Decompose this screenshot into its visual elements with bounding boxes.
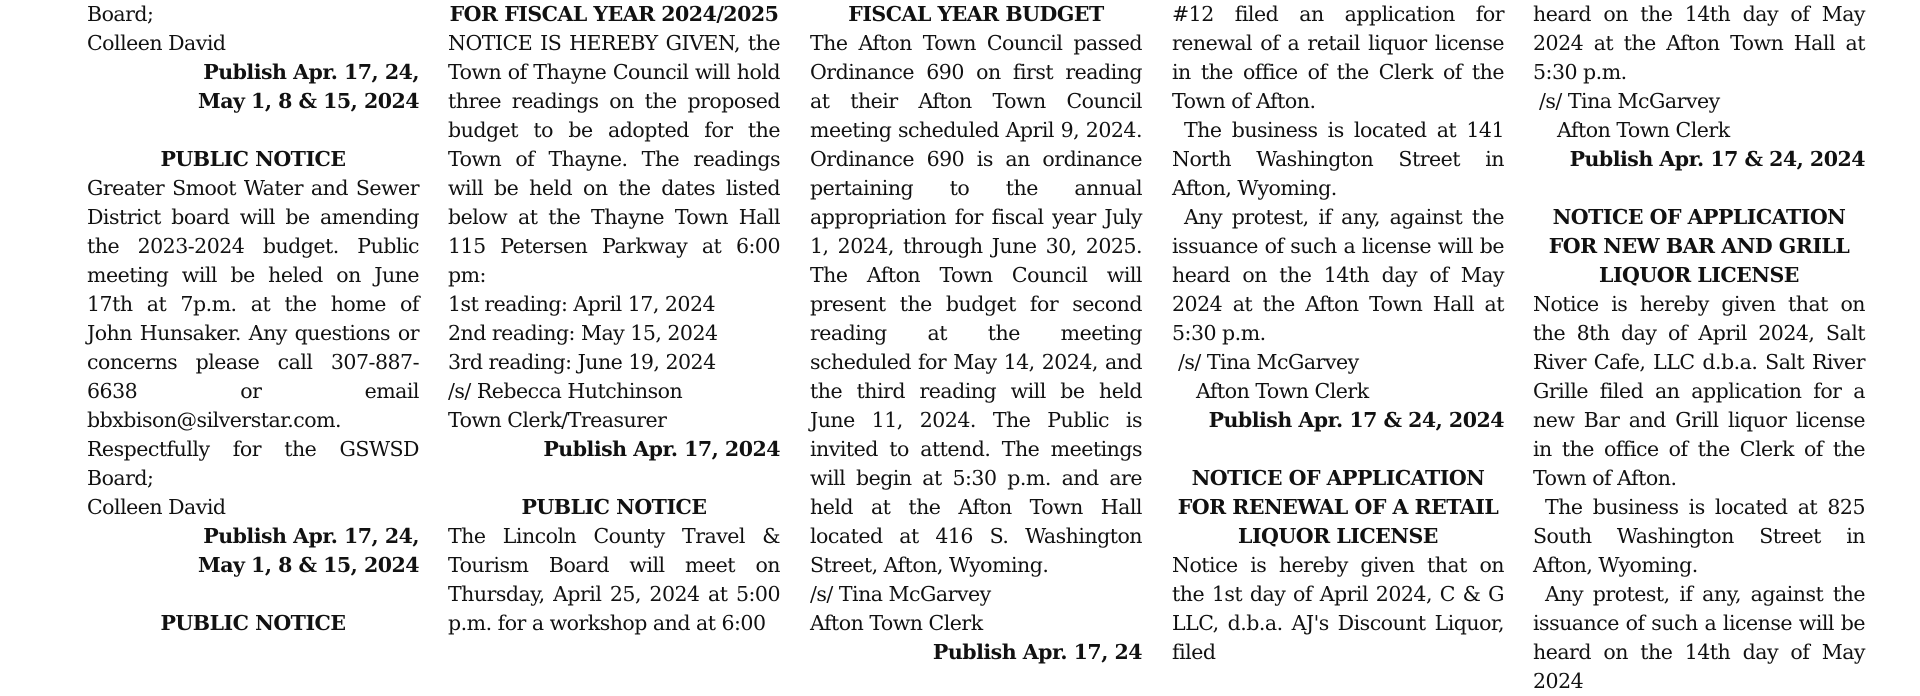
publish-dates: Publish Apr. 17, 24, May 1, 8 & 15, 2024 — [198, 524, 419, 577]
notice-signature-title: Afton Town Clerk — [1557, 118, 1730, 142]
notice-body: The business is located at 141 North Washington Street in Afton, Wyoming. — [1172, 118, 1504, 200]
notice-signature: /s/ Tina McGarvey — [1539, 89, 1720, 113]
notice-heading: PUBLIC NOTICE — [160, 147, 346, 171]
publish-dates: Publish Apr. 17, 2024 — [543, 437, 780, 461]
publish-dates: Publish Apr. 17, 24 — [932, 640, 1142, 664]
column-3 — [810, 0, 1142, 667]
notice-signature: Colleen David — [87, 495, 226, 519]
notice-body: NOTICE IS HEREBY GIVEN, the Town of Thayne Council will hold three readings on the proposed budget to be adopted for the Town of Thayne. The readings will be held on the dates listed below at the Thayne Town Hall 115 Petersen Parkway at 6:00 pm: — [448, 31, 780, 287]
notice-body: The Lincoln County Travel & Tourism Board will meet on Thursday, April 25, 2024 at 5:00 p.m. for a workshop and at 6:00 — [448, 524, 780, 635]
notice-signature-title: Afton Town Clerk — [1196, 379, 1369, 403]
notice-signature: /s/ Rebecca Hutchinson — [448, 379, 683, 403]
publish-dates: Publish Apr. 17, 24, May 1, 8 & 15, 2024 — [198, 60, 419, 113]
notice-heading: FISCAL YEAR BUDGET — [848, 2, 1104, 26]
reading-date: 3rd reading: June 19, 2024 — [448, 350, 716, 374]
notice-signature-title: Town Clerk/Treasurer — [448, 408, 667, 432]
publish-dates: Publish Apr. 17 & 24, 2024 — [1208, 408, 1504, 432]
notice-heading: NOTICE OF APPLICATION FOR RENEWAL OF A RETAIL LIQUOR LICENSE — [1177, 466, 1499, 548]
notice-signature: /s/ Tina McGarvey — [1178, 350, 1359, 374]
notice-heading: PUBLIC NOTICE — [521, 495, 707, 519]
notice-body: The business is located at 825 South Washington Street in Afton, Wyoming. — [1533, 495, 1865, 577]
column-2 — [448, 0, 780, 638]
column-4 — [1172, 0, 1504, 667]
notice-body: Notice is hereby given that on the 8th day of April 2024, Salt River Cafe, LLC d.b.a. Salt River Grille filed an application for a new Bar and Grill liquor license in the office of the Clerk of the Town of Afton. — [1533, 292, 1865, 490]
notice-signature: /s/ Tina McGarvey — [810, 582, 991, 606]
notice-heading: NOTICE OF APPLICATION FOR NEW BAR AND GRILL LIQUOR LICENSE — [1548, 205, 1850, 287]
publish-dates: Publish Apr. 17 & 24, 2024 — [1569, 147, 1865, 171]
notice-body: Any protest, if any, against the issuance of such a license will be heard on the 14th day of May 2024 at the Afton Town Hall at 5:30 p.m. — [1172, 205, 1504, 345]
notice-end-text: Board; — [87, 2, 154, 26]
notice-signature: Colleen David — [87, 31, 226, 55]
notice-body: Any protest, if any, against the issuance of such a license will be heard on the 14th day of May 2024 — [1533, 582, 1865, 693]
reading-date: 1st reading: April 17, 2024 — [448, 292, 716, 316]
notice-heading: PUBLIC NOTICE — [160, 611, 346, 635]
notice-body: #12 filed an application for renewal of a retail liquor license in the office of the Clerk of the Town of Afton. — [1172, 2, 1504, 113]
reading-date: 2nd reading: May 15, 2024 — [448, 321, 718, 345]
notice-body: Notice is hereby given that on the 1st day of April 2024, C & G LLC, d.b.a. AJ's Discount Liquor, filed — [1172, 553, 1504, 664]
notice-body: heard on the 14th day of May 2024 at the Afton Town Hall at 5:30 p.m. — [1533, 2, 1865, 84]
notice-body: The Afton Town Council passed Ordinance 690 on first reading at their Afton Town Council meeting scheduled April 9, 2024. Ordinance 690 is an ordinance pertaining to the annual appropriation for fiscal year July 1, 2024, through June 30, 2025. The Afton Town Council will present the budget for second reading at the meeting scheduled for May 14, 2024, and the third reading will be held June 11, 2024. The Public is invited to attend. The meetings will begin at 5:30 p.m. and are held at the Afton Town Hall located at 416 S. Washington Street, Afton, Wyoming. — [810, 31, 1142, 577]
notice-signature-title: Afton Town Clerk — [810, 611, 983, 635]
notice-heading: FOR FISCAL YEAR 2024/2025 — [449, 2, 779, 26]
column-1 — [87, 0, 419, 638]
notice-body: Greater Smoot Water and Sewer District board will be amending the 2023-2024 budget. Public meeting will be heled on June 17th at 7p.m. at the home of John Hunsaker. Any questions or concerns please call 307-887-6638 or email bbxbison@silverstar.com. Respectfully for the GSWSD Board; — [87, 176, 419, 490]
column-5 — [1533, 0, 1865, 696]
